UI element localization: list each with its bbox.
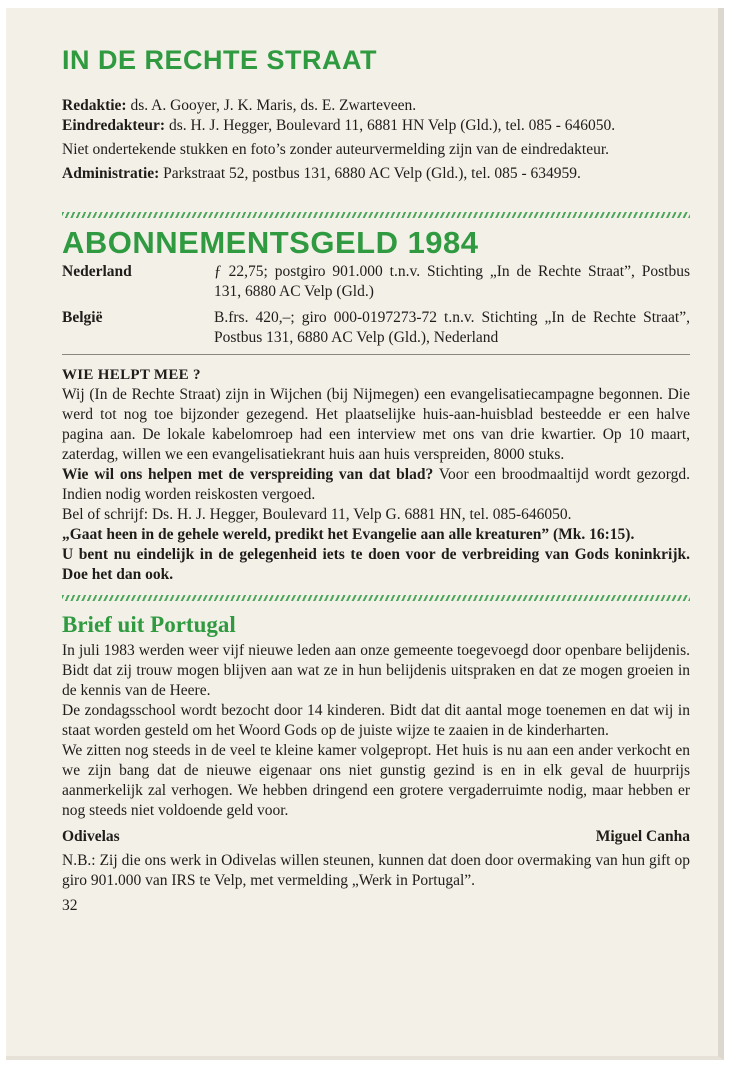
letter-paragraph-2: De zondagsschool wordt bezocht door 14 kinderen. Bidt dat dit aantal moge toenemen en dat wij in staat worden gesteld om het Woord Gods op de juiste wijze te zaaien in de kinderharten.: [62, 702, 690, 739]
help-paragraph-1: Wij (In de Rechte Straat) zijn in Wijchen (bij Nijmegen) een evangelisatiecampagne begonnen. Die werd tot nog toe bijzonder gezegend. Het plaatselijke huis-aan-huisblad besteedde er een halve pagina aan. De lokale kabelomroep had een interview met ons van drie kwartier. Op 10 maart, zaterdag, willen we een evangelisatiekrant huis aan huis verspreiden, 8000 stuks.: [62, 386, 690, 463]
letter-signature: Miguel Canha: [595, 828, 690, 845]
letter-paragraph-1: In juli 1983 werden weer vijf nieuwe leden aan onze gemeente toegevoegd door openbare belijdenis. Bidt dat zij trouw mogen blijven aan wat ze in hun belijdenis uitspraken en dat ze mogen groeien in de kennis van de Heere.: [62, 642, 690, 699]
page-number: 32: [62, 897, 78, 914]
country-label: België: [62, 309, 103, 326]
letter-paragraph-3: We zitten nog steeds in de veel te kleine kamer volgepropt. Het huis is nu aan een ander verkocht en we zijn bang dat de nieuwe eigenaar ons niet gunstig gezind is en in elk geval de huurprijs aanmerkelijk zal verhogen. We hebben dringend een grotere vergaderruimte nodig, maar hebben er nog steeds niet voldoende geld voor.: [62, 742, 690, 819]
eindredakteur-text: ds. H. J. Hegger, Boulevard 11, 6881 HN Velp (Gld.), tel. 085 - 646050.: [165, 117, 616, 134]
country-details: ƒ 22,75; postgiro 901.000 t.n.v. Stichting „In de Rechte Straat”, Postbus 131, 6880 AC Velp (Gld.): [214, 263, 690, 300]
help-heading: WIE HELPT MEE ?: [62, 367, 201, 383]
subscription-row-belgie: [62, 308, 690, 348]
administratie-text: Parkstraat 52, postbus 131, 6880 AC Velp (Gld.), tel. 085 - 634959.: [159, 165, 581, 182]
green-divider: [62, 212, 690, 218]
letter-title: Brief uit Portugal: [62, 612, 236, 637]
help-paragraph-2-rest: Voor een broodmaaltijd wordt gezorgd. Indien nodig worden reiskosten vergoed.: [62, 466, 690, 503]
help-paragraph-2: [62, 465, 690, 505]
green-divider: [62, 595, 690, 601]
help-contact: Bel of schrijf: Ds. H. J. Hegger, Boulevard 11, Velp G. 6881 HN, tel. 085-646050.: [62, 506, 572, 523]
redaktie-text: ds. A. Gooyer, J. K. Maris, ds. E. Zwarteveen.: [126, 97, 417, 114]
letter-note: N.B.: Zij die ons werk in Odivelas willen steunen, kunnen dat doen door overmaking van hun gift op giro 901.000 van IRS te Velp, met vermelding „Werk in Portugal”.: [62, 852, 690, 889]
page-content: [62, 44, 690, 917]
magazine-page: [6, 8, 724, 1060]
letter-signoff: [62, 827, 690, 847]
letter-place: Odivelas: [62, 828, 120, 845]
bible-quote: „Gaat heen in de gehele wereld, predikt het Evangelie aan alle kreaturen” (Mk. 16:15).: [62, 526, 635, 543]
help-closing: U bent nu eindelijk in de gelegenheid iets te doen voor de verbreiding van Gods koninkrijk. Doe het dan ook.: [62, 546, 690, 583]
redaktie-label: Redaktie:: [62, 97, 127, 114]
redaktie-line: [62, 96, 690, 116]
subscription-row-nederland: [62, 262, 690, 302]
country-details: B.frs. 420,–; giro 000-0197273-72 t.n.v. Stichting „In de Rechte Straat”, Postbus 131, 6880 AC Velp (Gld.), Nederland: [214, 309, 690, 346]
eindredakteur-label: Eindredakteur:: [62, 117, 166, 134]
administratie-line: [62, 164, 690, 184]
help-question: Wie wil ons helpen met de verspreiding van dat blad?: [62, 466, 434, 483]
thin-divider: [62, 354, 690, 355]
subscription-title: ABONNEMENTSGELD 1984: [62, 225, 479, 260]
eindredakteur-line: [62, 116, 690, 136]
masthead-title: IN DE RECHTE STRAAT: [62, 45, 378, 75]
notice-line: Niet ondertekende stukken en foto’s zonder auteurvermelding zijn van de eindredakteur.: [62, 141, 610, 158]
country-label: Nederland: [62, 263, 132, 280]
administratie-label: Administratie:: [62, 165, 160, 182]
